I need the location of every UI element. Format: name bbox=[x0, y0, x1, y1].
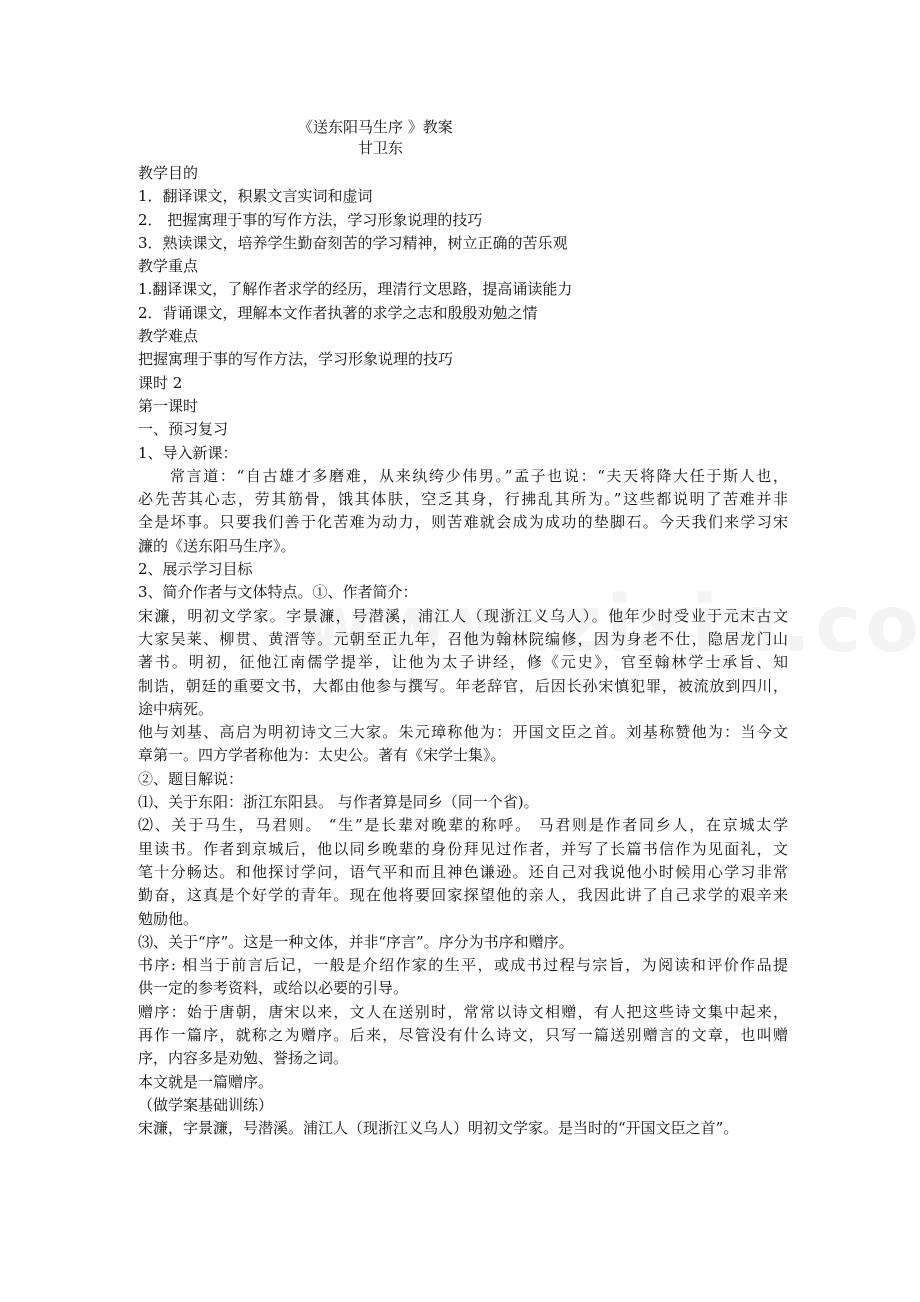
body-line: 2．背诵课文，理解本文作者执著的求学之志和殷殷劝勉之情 bbox=[138, 303, 538, 322]
body-line: 大家吴莱、柳贯、黄溍等。元朝至正九年，召他为翰林院编修，因为身老不仕，隐居龙门山 bbox=[138, 629, 788, 648]
body-line: 濂的《送东阳马生序》。 bbox=[138, 536, 296, 555]
document-body bbox=[138, 162, 788, 1140]
body-line: 1、导入新课： bbox=[138, 443, 238, 462]
body-line: ⑶、关于“序”。这是一种文体，并非“序言”。序分为书序和赠序。 bbox=[138, 932, 574, 951]
body-line: 途中病死。 bbox=[138, 699, 214, 718]
body-line: 2． 把握寓理于事的写作方法，学习形象说理的技巧 bbox=[138, 210, 483, 229]
body-line: 把握寓理于事的写作方法，学习形象说理的技巧 bbox=[138, 350, 454, 369]
body-line: 他与刘基、高启为明初诗文三大家。朱元璋称他为：开国文臣之首。刘基称赞他为：当今文 bbox=[138, 723, 788, 742]
body-line: 笔十分畅达。和他探讨学问，语气平和而且神色谦逊。还自己对我说他小时候用心学习非常 bbox=[138, 862, 788, 881]
body-line: 制诰，朝廷的重要文书，大都由他参与撰写。年老辞官，后因长孙宋慎犯罪，被流放到四川， bbox=[138, 676, 788, 695]
body-line: 全是坏事。只要我们善于化苦难为动力，则苦难就会成为成功的垫脚石。今天我们来学习宋 bbox=[138, 513, 788, 532]
body-line: 必先苦其心志，劳其筋骨，饿其体肤，空乏其身，行拂乱其所为。”这些都说明了苦难并非 bbox=[138, 490, 788, 509]
body-line: 教学目的 bbox=[138, 164, 199, 182]
body-line: 2、展示学习目标 bbox=[138, 560, 253, 579]
body-line: 本文就是一篇赠序。 bbox=[138, 1072, 274, 1091]
body-line: 宋濂，字景濂，号潜溪。浦江人（现浙江义乌人）明初文学家。是当时的“开国文臣之首”。 bbox=[138, 1119, 739, 1138]
body-line: 常言道：“自古雄才多磨难，从来纨绔少伟男。”孟子也说：“夫天将降大任于斯人也， bbox=[170, 466, 788, 485]
body-line: ⑴、关于东阳：浙江东阳县。 与作者算是同乡（同一个省)。 bbox=[138, 793, 539, 812]
body-line: 第一课时 bbox=[138, 396, 199, 415]
body-line: 书序: 相当于前言后记，一般是介绍作家的生平，或成书过程与宗旨，为阅读和评价作品提 bbox=[138, 956, 788, 975]
body-line: 赠序：始于唐朝，唐宋以来，文人在送别时，常常以诗文相赠，有人把这些诗文集中起来， bbox=[138, 1002, 788, 1021]
body-line: 勉励他。 bbox=[138, 909, 199, 928]
body-line: 勤奋，这真是个好学的青年。现在他将要回家探望他的亲人，我因此讲了自己求学的艰辛来 bbox=[138, 886, 788, 905]
body-line: 序，内容多是劝勉、誉扬之词。 bbox=[138, 1049, 349, 1068]
body-line: （做学案基础训练） bbox=[138, 1095, 274, 1114]
body-line: 课时 2 bbox=[138, 373, 183, 392]
body-line: 宋濂，明初文学家。字景濂，号潜溪，浦江人（现浙江义乌人）。他年少时受业于元末古文 bbox=[138, 606, 788, 625]
body-line: 1．翻译课文，积累文言实词和虚词 bbox=[138, 187, 373, 206]
body-line: 著书。明初，征他江南儒学提举，让他为太子讲经，修《元史》，官至翰林学士承旨、知 bbox=[138, 653, 788, 672]
document-author: 甘卫东 bbox=[358, 139, 404, 157]
body-line: 一、预习复习 bbox=[138, 420, 229, 439]
body-line: 再作一篇序，就称之为赠序。后来，尽管没有什么诗文，只写一篇送别赠言的文章，也叫赠 bbox=[138, 1025, 788, 1044]
body-line: 供一定的参考资料，或给以必要的引导。 bbox=[138, 979, 409, 998]
body-line: ⑵、关于马生，马君则。 “生”是长辈对晚辈的称呼。 马君则是作者同乡人，在京城太学 bbox=[138, 816, 788, 835]
body-line: 章第一。四方学者称他为：太史公。著有《宋学士集》。 bbox=[138, 746, 506, 765]
body-line: 里读书。作者到京城后，他以同乡晚辈的身份拜见过作者，并写了长篇书信作为见面礼，文 bbox=[138, 839, 788, 858]
body-line: ②、题目解说： bbox=[138, 769, 244, 788]
body-line: 3、简介作者与文体特点。①、作者简介： bbox=[138, 583, 418, 602]
body-line: 1.翻译课文，了解作者求学的经历，理清行文思路，提高诵读能力 bbox=[138, 280, 573, 299]
document-title: 《送东阳马生序 》教案 bbox=[298, 118, 453, 136]
body-line: 教学难点 bbox=[138, 327, 199, 346]
body-line: 3．熟读课文，培养学生勤奋刻苦的学习精神，树立正确的苦乐观 bbox=[138, 233, 568, 252]
body-line: 教学重点 bbox=[138, 257, 199, 276]
